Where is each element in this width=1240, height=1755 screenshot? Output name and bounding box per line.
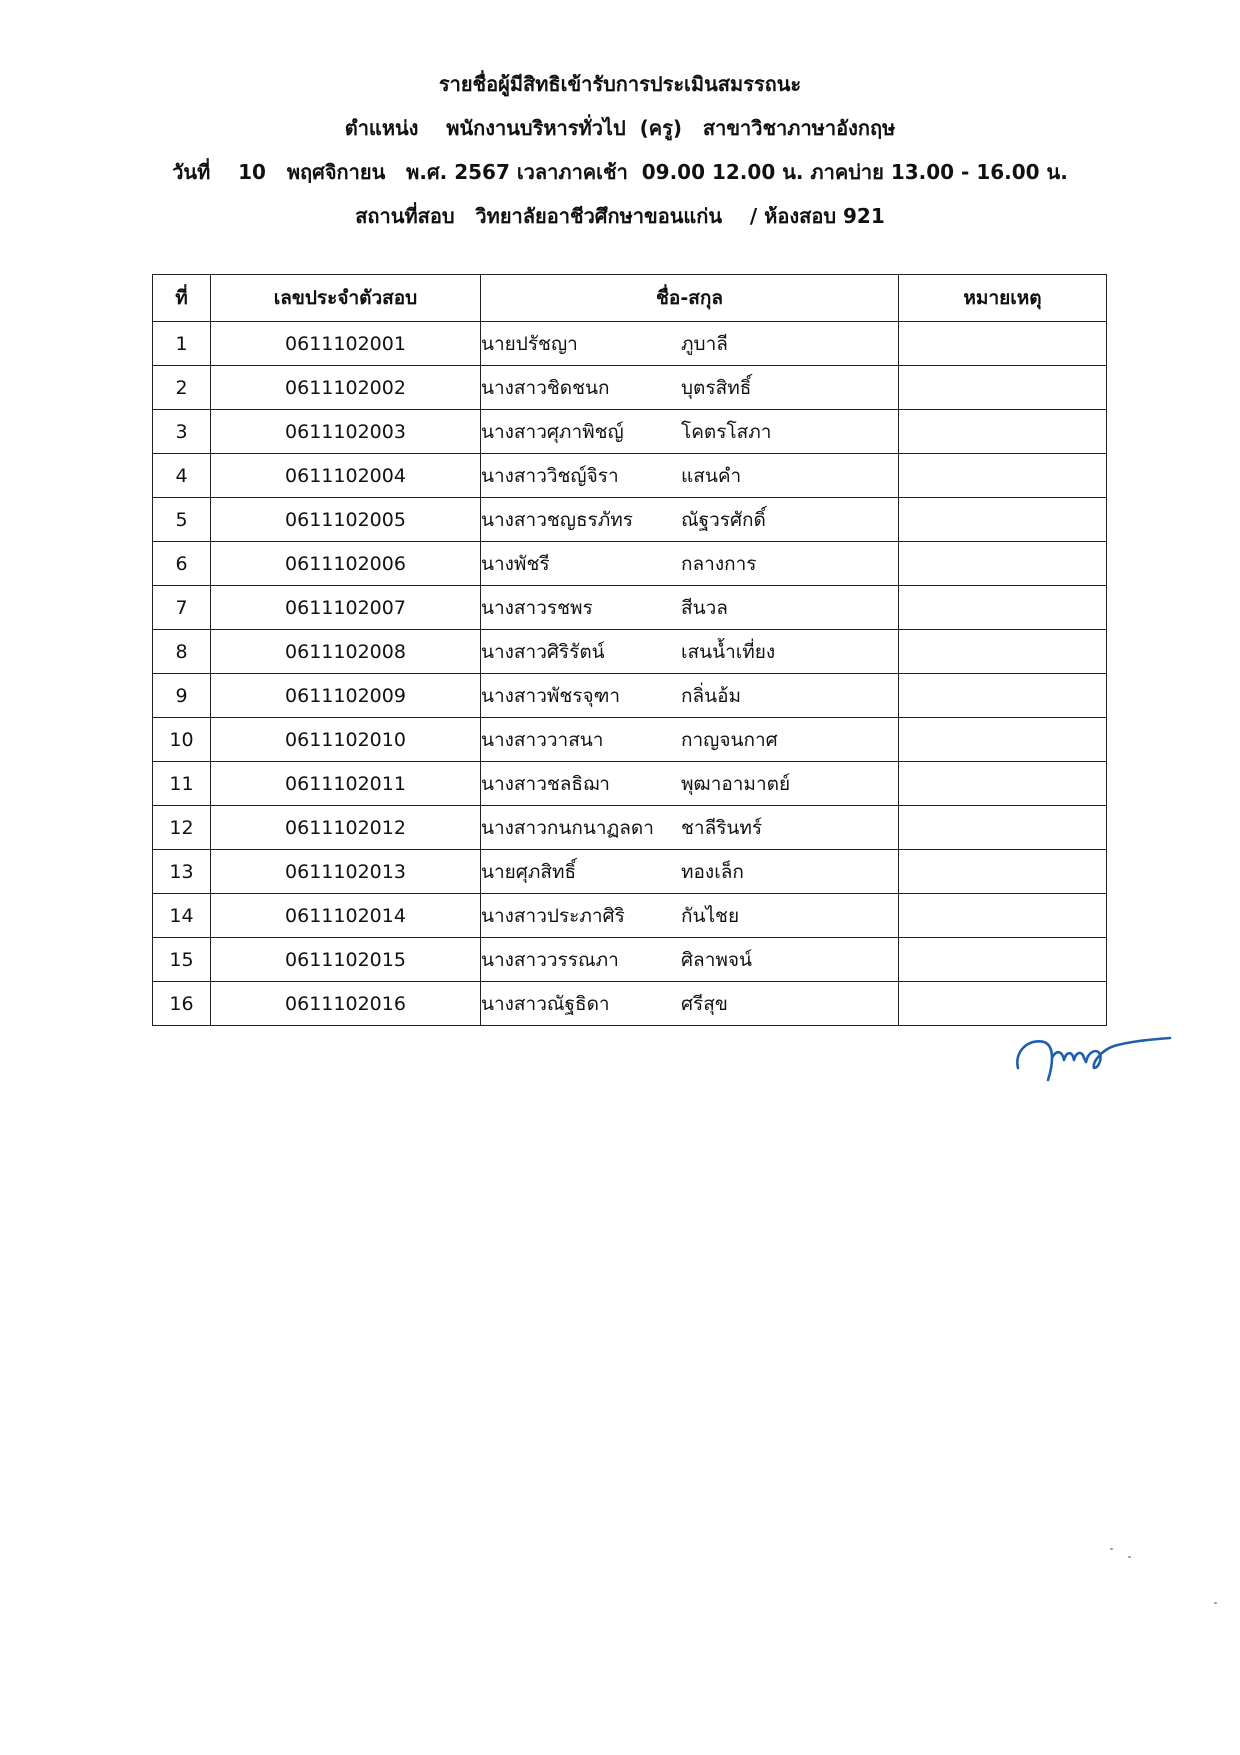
- last-name: กาญจนกาศ: [681, 728, 778, 751]
- first-name: นายศุภสิทธิ์: [481, 860, 577, 883]
- exam-id: 0611102016: [211, 982, 481, 1026]
- last-name: กลิ่นอ้ม: [681, 684, 742, 707]
- exam-id: 0611102007: [211, 586, 481, 630]
- row-number: 9: [153, 674, 211, 718]
- table-row: [153, 850, 1107, 894]
- remark: [899, 454, 1107, 498]
- full-name-cell: [481, 630, 899, 674]
- last-name: พุฒาอามาตย์: [681, 772, 791, 795]
- table-row: [153, 806, 1107, 850]
- first-name: นางสาวกนกนาฏลดา: [481, 816, 654, 839]
- last-name: กันไชย: [681, 904, 740, 927]
- remark: [899, 630, 1107, 674]
- first-name: นางสาวศิริรัตน์: [481, 640, 605, 663]
- exam-venue-line: สถานที่สอบ วิทยาลัยอาชีวศึกษาขอนแก่น / ห้องสอบ 921: [355, 204, 885, 228]
- scan-speck: [1110, 1548, 1113, 1550]
- first-name: นางสาวประภาศิริ: [481, 904, 625, 927]
- table-header-row: [153, 275, 1107, 322]
- last-name: บุตรสิทธิ์: [681, 376, 752, 399]
- last-name: ศรีสุข: [681, 992, 728, 1015]
- remark: [899, 982, 1107, 1026]
- first-name: นางสาวพัชรจุฑา: [481, 684, 621, 707]
- full-name-cell: [481, 894, 899, 938]
- candidate-table: [152, 274, 1107, 1026]
- table-row: [153, 938, 1107, 982]
- remark: [899, 498, 1107, 542]
- row-number: 13: [153, 850, 211, 894]
- first-name: นางสาวชิดชนก: [481, 376, 610, 399]
- exam-id: 0611102014: [211, 894, 481, 938]
- remark: [899, 938, 1107, 982]
- column-header-exam-id: เลขประจำตัวสอบ: [211, 275, 481, 322]
- last-name: เสนน้ำเที่ยง: [681, 640, 776, 663]
- candidate-table-body: [153, 322, 1107, 1026]
- table-row: [153, 454, 1107, 498]
- row-number: 7: [153, 586, 211, 630]
- remark: [899, 410, 1107, 454]
- row-number: 8: [153, 630, 211, 674]
- full-name-cell: [481, 542, 899, 586]
- row-number: 11: [153, 762, 211, 806]
- remark: [899, 366, 1107, 410]
- last-name: แสนคำ: [681, 464, 742, 487]
- remark: [899, 586, 1107, 630]
- table-row: [153, 982, 1107, 1026]
- full-name-cell: [481, 410, 899, 454]
- full-name-cell: [481, 674, 899, 718]
- remark: [899, 806, 1107, 850]
- document-title: รายชื่อผู้มีสิทธิเข้ารับการประเมินสมรรถนะ: [438, 72, 802, 96]
- first-name: นางสาววรรณภา: [481, 948, 619, 971]
- last-name: ทองเล็ก: [681, 860, 744, 883]
- full-name-cell: [481, 938, 899, 982]
- full-name-cell: [481, 586, 899, 630]
- exam-id: 0611102015: [211, 938, 481, 982]
- full-name-cell: [481, 982, 899, 1026]
- row-number: 12: [153, 806, 211, 850]
- table-row: [153, 366, 1107, 410]
- exam-id: 0611102004: [211, 454, 481, 498]
- last-name: ศิลาพจน์: [681, 948, 753, 971]
- table-row: [153, 718, 1107, 762]
- exam-id: 0611102010: [211, 718, 481, 762]
- remark: [899, 322, 1107, 366]
- scan-speck: [1214, 1602, 1217, 1604]
- table-row: [153, 630, 1107, 674]
- signature: [1010, 1028, 1180, 1086]
- last-name: สีนวล: [681, 596, 728, 619]
- full-name-cell: [481, 762, 899, 806]
- position-line: ตำแหน่ง พนักงานบริหารทั่วไป (ครู) สาขาวิชาภาษาอังกฤษ: [344, 116, 896, 140]
- table-row: [153, 894, 1107, 938]
- last-name: ณัฐวรศักดิ์: [681, 508, 766, 531]
- table-row: [153, 498, 1107, 542]
- row-number: 4: [153, 454, 211, 498]
- row-number: 1: [153, 322, 211, 366]
- remark: [899, 762, 1107, 806]
- first-name: นางสาวชลธิฌา: [481, 772, 610, 795]
- table-row: [153, 762, 1107, 806]
- row-number: 3: [153, 410, 211, 454]
- full-name-cell: [481, 454, 899, 498]
- exam-id: 0611102009: [211, 674, 481, 718]
- first-name: นางพัชรี: [481, 552, 550, 575]
- row-number: 10: [153, 718, 211, 762]
- first-name: นางสาววิชญ์จิรา: [481, 464, 619, 487]
- exam-id: 0611102001: [211, 322, 481, 366]
- row-number: 14: [153, 894, 211, 938]
- exam-id: 0611102013: [211, 850, 481, 894]
- column-header-number: ที่: [153, 275, 211, 322]
- full-name-cell: [481, 366, 899, 410]
- exam-id: 0611102008: [211, 630, 481, 674]
- column-header-full-name: ชื่อ-สกุล: [481, 275, 899, 322]
- row-number: 6: [153, 542, 211, 586]
- table-row: [153, 322, 1107, 366]
- exam-id: 0611102005: [211, 498, 481, 542]
- first-name: นางสาวชญธรภัทร: [481, 508, 634, 531]
- first-name: นางสาวรชพร: [481, 596, 593, 619]
- document-header: [0, 62, 1240, 238]
- first-name: นางสาวณัฐธิดา: [481, 992, 610, 1015]
- row-number: 15: [153, 938, 211, 982]
- exam-id: 0611102012: [211, 806, 481, 850]
- first-name: นายปรัชญา: [481, 332, 578, 355]
- last-name: โคตรโสภา: [681, 420, 772, 443]
- last-name: กลางการ: [681, 552, 757, 575]
- exam-id: 0611102011: [211, 762, 481, 806]
- exam-id: 0611102002: [211, 366, 481, 410]
- column-header-remark: หมายเหตุ: [899, 275, 1107, 322]
- table-row: [153, 542, 1107, 586]
- exam-date-line: วันที่ 10 พฤศจิกายน พ.ศ. 2567 เวลาภาคเช้า 09.00 12.00 น. ภาคบ่าย 13.00 - 16.00 น.: [172, 160, 1068, 184]
- last-name: ชาลีรินทร์: [681, 816, 763, 839]
- scan-speck: [1128, 1556, 1131, 1558]
- remark: [899, 718, 1107, 762]
- exam-id: 0611102006: [211, 542, 481, 586]
- remark: [899, 674, 1107, 718]
- full-name-cell: [481, 850, 899, 894]
- last-name: ภูบาลี: [681, 332, 728, 355]
- first-name: นางสาววาสนา: [481, 728, 604, 751]
- exam-id: 0611102003: [211, 410, 481, 454]
- full-name-cell: [481, 322, 899, 366]
- row-number: 2: [153, 366, 211, 410]
- full-name-cell: [481, 806, 899, 850]
- remark: [899, 542, 1107, 586]
- full-name-cell: [481, 718, 899, 762]
- table-row: [153, 410, 1107, 454]
- full-name-cell: [481, 498, 899, 542]
- remark: [899, 850, 1107, 894]
- table-row: [153, 586, 1107, 630]
- row-number: 5: [153, 498, 211, 542]
- table-row: [153, 674, 1107, 718]
- row-number: 16: [153, 982, 211, 1026]
- remark: [899, 894, 1107, 938]
- first-name: นางสาวศุภาพิชญ์: [481, 420, 624, 443]
